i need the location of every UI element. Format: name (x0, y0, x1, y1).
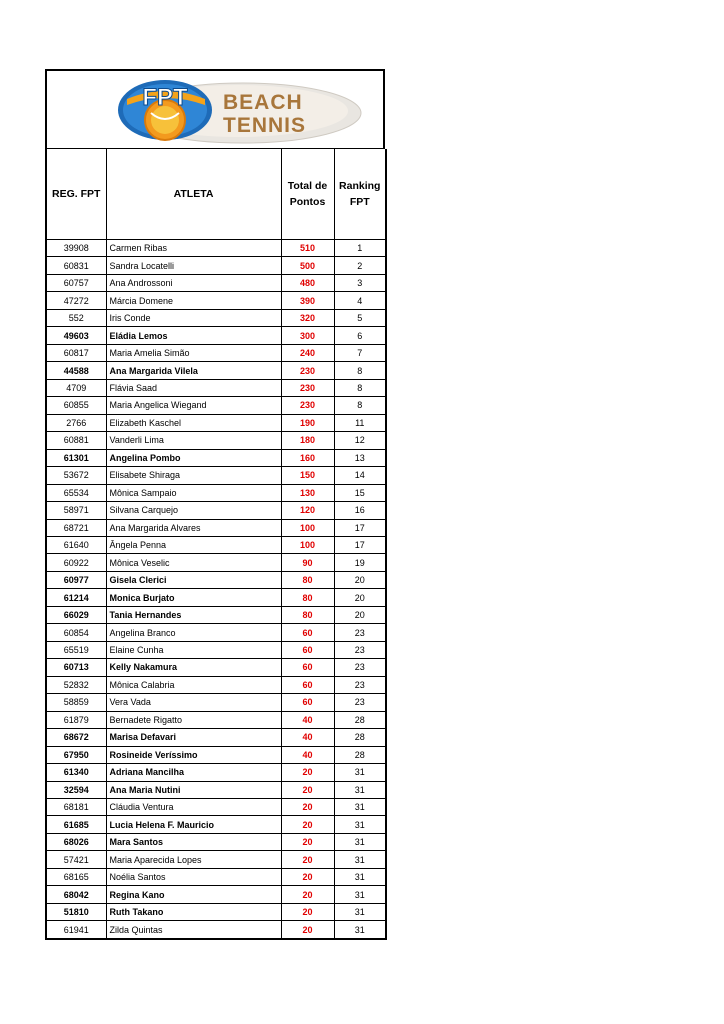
svg-text:FPT: FPT (142, 84, 188, 111)
table-row (46, 799, 386, 816)
table-row (46, 641, 386, 658)
cell-points: 20 (281, 903, 334, 920)
cell-rank: 23 (334, 641, 386, 658)
cell-reg: 57421 (46, 851, 106, 868)
cell-reg: 4709 (46, 379, 106, 396)
table-row (46, 764, 386, 781)
cell-athlete: Marisa Defavari (106, 729, 281, 746)
cell-athlete: Vera Vada (106, 694, 281, 711)
cell-points: 60 (281, 676, 334, 693)
cell-reg: 52832 (46, 676, 106, 693)
cell-points: 180 (281, 432, 334, 449)
cell-rank: 7 (334, 344, 386, 361)
cell-rank: 5 (334, 309, 386, 326)
cell-reg: 68181 (46, 799, 106, 816)
cell-points: 80 (281, 571, 334, 588)
cell-rank: 11 (334, 414, 386, 431)
cell-athlete: Mara Santos (106, 833, 281, 850)
cell-rank: 23 (334, 659, 386, 676)
cell-athlete: Iris Conde (106, 309, 281, 326)
cell-reg: 60757 (46, 274, 106, 291)
cell-athlete: Adriana Mancilha (106, 764, 281, 781)
table-row (46, 903, 386, 920)
table-row (46, 554, 386, 571)
cell-points: 20 (281, 799, 334, 816)
cell-points: 150 (281, 467, 334, 484)
cell-rank: 12 (334, 432, 386, 449)
cell-points: 240 (281, 344, 334, 361)
table-row (46, 414, 386, 431)
cell-points: 60 (281, 641, 334, 658)
cell-athlete: Angelina Pombo (106, 449, 281, 466)
table-row (46, 816, 386, 833)
cell-reg: 60817 (46, 344, 106, 361)
cell-reg: 60881 (46, 432, 106, 449)
cell-athlete: Maria Aparecida Lopes (106, 851, 281, 868)
cell-athlete: Kelly Nakamura (106, 659, 281, 676)
cell-reg: 49603 (46, 327, 106, 344)
ranking-table (45, 149, 387, 940)
cell-reg: 60922 (46, 554, 106, 571)
table-row (46, 606, 386, 623)
cell-points: 230 (281, 379, 334, 396)
cell-reg: 68672 (46, 729, 106, 746)
cell-athlete: Ana Maria Nutini (106, 781, 281, 798)
cell-reg: 67950 (46, 746, 106, 763)
cell-points: 510 (281, 240, 334, 257)
table-header-row (46, 149, 386, 240)
table-row (46, 397, 386, 414)
cell-athlete: Ana Margarida Vilela (106, 362, 281, 379)
table-row (46, 432, 386, 449)
table-row (46, 624, 386, 641)
cell-athlete: Ruth Takano (106, 903, 281, 920)
cell-rank: 31 (334, 799, 386, 816)
table-row (46, 519, 386, 536)
cell-athlete: Elisabete Shiraga (106, 467, 281, 484)
cell-points: 20 (281, 886, 334, 903)
cell-points: 130 (281, 484, 334, 501)
cell-athlete: Regina Kano (106, 886, 281, 903)
cell-athlete: Maria Amelia Simão (106, 344, 281, 361)
cell-rank: 28 (334, 711, 386, 728)
cell-rank: 28 (334, 746, 386, 763)
table-row (46, 362, 386, 379)
svg-text:TENNIS: TENNIS (223, 114, 307, 137)
table-row (46, 781, 386, 798)
cell-rank: 8 (334, 379, 386, 396)
header-reg: REG. FPT (46, 149, 106, 240)
cell-reg: 58859 (46, 694, 106, 711)
table-row (46, 711, 386, 728)
cell-points: 60 (281, 624, 334, 641)
table-row (46, 449, 386, 466)
cell-athlete: Ana Androssoni (106, 274, 281, 291)
cell-athlete: Mônica Veselic (106, 554, 281, 571)
cell-points: 40 (281, 729, 334, 746)
cell-rank: 23 (334, 676, 386, 693)
cell-reg: 68165 (46, 868, 106, 885)
cell-athlete: Flávia Saad (106, 379, 281, 396)
cell-points: 80 (281, 589, 334, 606)
cell-rank: 31 (334, 903, 386, 920)
cell-athlete: Maria Angelica Wiegand (106, 397, 281, 414)
cell-reg: 47272 (46, 292, 106, 309)
cell-athlete: Bernadete Rigatto (106, 711, 281, 728)
cell-athlete: Vanderli Lima (106, 432, 281, 449)
cell-reg: 61340 (46, 764, 106, 781)
table-row (46, 484, 386, 501)
cell-reg: 66029 (46, 606, 106, 623)
table-row (46, 886, 386, 903)
cell-rank: 19 (334, 554, 386, 571)
table-row (46, 240, 386, 257)
cell-rank: 1 (334, 240, 386, 257)
cell-athlete: Carmen Ribas (106, 240, 281, 257)
cell-athlete: Zilda Quintas (106, 921, 281, 939)
table-row (46, 833, 386, 850)
table-row (46, 746, 386, 763)
cell-athlete: Ângela Penna (106, 536, 281, 553)
cell-reg: 61214 (46, 589, 106, 606)
table-row (46, 467, 386, 484)
cell-athlete: Eládia Lemos (106, 327, 281, 344)
table-row (46, 344, 386, 361)
cell-reg: 68721 (46, 519, 106, 536)
table-row (46, 502, 386, 519)
cell-reg: 60977 (46, 571, 106, 588)
cell-rank: 3 (334, 274, 386, 291)
cell-athlete: Elizabeth Kaschel (106, 414, 281, 431)
fpt-beach-tennis-logo (113, 77, 363, 147)
cell-points: 100 (281, 519, 334, 536)
cell-athlete: Mônica Calabria (106, 676, 281, 693)
table-row (46, 327, 386, 344)
table-row (46, 694, 386, 711)
cell-rank: 4 (334, 292, 386, 309)
cell-points: 20 (281, 764, 334, 781)
table-row (46, 379, 386, 396)
cell-reg: 44588 (46, 362, 106, 379)
cell-points: 60 (281, 694, 334, 711)
cell-athlete: Elaine Cunha (106, 641, 281, 658)
table-row (46, 868, 386, 885)
cell-points: 160 (281, 449, 334, 466)
cell-reg: 68042 (46, 886, 106, 903)
cell-reg: 32594 (46, 781, 106, 798)
cell-reg: 60831 (46, 257, 106, 274)
cell-reg: 53672 (46, 467, 106, 484)
cell-reg: 61879 (46, 711, 106, 728)
cell-athlete: Sandra Locatelli (106, 257, 281, 274)
cell-rank: 13 (334, 449, 386, 466)
cell-athlete: Ana Margarida Alvares (106, 519, 281, 536)
cell-points: 390 (281, 292, 334, 309)
cell-points: 20 (281, 816, 334, 833)
table-row (46, 571, 386, 588)
header-total-points: Total de Pontos (281, 149, 334, 240)
cell-points: 40 (281, 746, 334, 763)
cell-points: 500 (281, 257, 334, 274)
table-row (46, 851, 386, 868)
cell-points: 20 (281, 851, 334, 868)
cell-rank: 20 (334, 571, 386, 588)
cell-rank: 28 (334, 729, 386, 746)
cell-rank: 6 (334, 327, 386, 344)
cell-athlete: Silvana Carquejo (106, 502, 281, 519)
cell-rank: 20 (334, 606, 386, 623)
table-row (46, 309, 386, 326)
cell-points: 300 (281, 327, 334, 344)
cell-athlete: Angelina Branco (106, 624, 281, 641)
cell-points: 40 (281, 711, 334, 728)
cell-athlete: Mônica Sampaio (106, 484, 281, 501)
cell-points: 230 (281, 362, 334, 379)
cell-points: 20 (281, 921, 334, 939)
table-row (46, 659, 386, 676)
cell-rank: 8 (334, 362, 386, 379)
cell-rank: 14 (334, 467, 386, 484)
cell-rank: 15 (334, 484, 386, 501)
table-row (46, 676, 386, 693)
cell-rank: 31 (334, 764, 386, 781)
cell-athlete: Tania Hernandes (106, 606, 281, 623)
cell-reg: 61941 (46, 921, 106, 939)
cell-points: 120 (281, 502, 334, 519)
cell-athlete: Rosineide Veríssimo (106, 746, 281, 763)
cell-reg: 60854 (46, 624, 106, 641)
cell-athlete: Monica Burjato (106, 589, 281, 606)
cell-athlete: Lucia Helena F. Mauricio (106, 816, 281, 833)
cell-athlete: Cláudia Ventura (106, 799, 281, 816)
cell-rank: 31 (334, 781, 386, 798)
cell-rank: 31 (334, 921, 386, 939)
cell-reg: 61685 (46, 816, 106, 833)
svg-text:BEACH: BEACH (223, 91, 303, 114)
header-athlete: ATLETA (106, 149, 281, 240)
cell-points: 60 (281, 659, 334, 676)
cell-reg: 39908 (46, 240, 106, 257)
cell-points: 90 (281, 554, 334, 571)
ranking-sheet (45, 69, 385, 940)
cell-points: 480 (281, 274, 334, 291)
cell-points: 20 (281, 781, 334, 798)
cell-reg: 60713 (46, 659, 106, 676)
logo-header (45, 69, 385, 149)
cell-reg: 2766 (46, 414, 106, 431)
cell-points: 100 (281, 536, 334, 553)
header-ranking: Ranking FPT (334, 149, 386, 240)
table-row (46, 589, 386, 606)
table-row (46, 729, 386, 746)
cell-rank: 17 (334, 536, 386, 553)
cell-rank: 31 (334, 851, 386, 868)
cell-rank: 31 (334, 816, 386, 833)
cell-rank: 31 (334, 886, 386, 903)
table-row (46, 921, 386, 939)
table-row (46, 536, 386, 553)
cell-reg: 68026 (46, 833, 106, 850)
cell-rank: 20 (334, 589, 386, 606)
cell-reg: 60855 (46, 397, 106, 414)
cell-rank: 23 (334, 624, 386, 641)
table-row (46, 292, 386, 309)
cell-rank: 2 (334, 257, 386, 274)
cell-reg: 552 (46, 309, 106, 326)
cell-points: 20 (281, 833, 334, 850)
cell-athlete: Noélia Santos (106, 868, 281, 885)
cell-points: 230 (281, 397, 334, 414)
cell-reg: 51810 (46, 903, 106, 920)
cell-points: 20 (281, 868, 334, 885)
cell-rank: 23 (334, 694, 386, 711)
table-row (46, 274, 386, 291)
cell-rank: 31 (334, 833, 386, 850)
cell-athlete: Márcia Domene (106, 292, 281, 309)
cell-rank: 17 (334, 519, 386, 536)
cell-points: 190 (281, 414, 334, 431)
cell-rank: 16 (334, 502, 386, 519)
cell-athlete: Gisela Clerici (106, 571, 281, 588)
cell-rank: 31 (334, 868, 386, 885)
cell-reg: 61301 (46, 449, 106, 466)
cell-points: 80 (281, 606, 334, 623)
cell-points: 320 (281, 309, 334, 326)
cell-reg: 65519 (46, 641, 106, 658)
cell-rank: 8 (334, 397, 386, 414)
cell-reg: 58971 (46, 502, 106, 519)
cell-reg: 61640 (46, 536, 106, 553)
table-row (46, 257, 386, 274)
cell-reg: 65534 (46, 484, 106, 501)
